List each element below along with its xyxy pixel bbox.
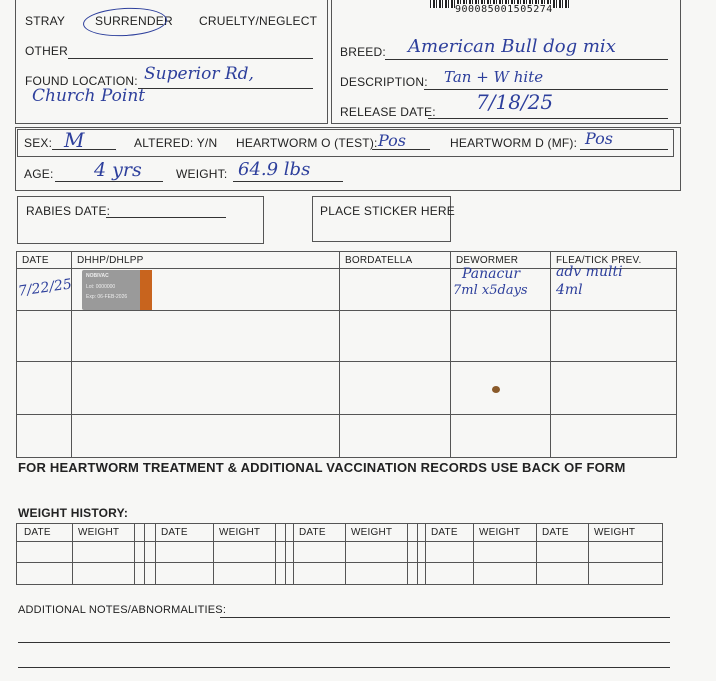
weight-label: WEIGHT: (176, 167, 228, 181)
col-dhhp: DHHP/DHLPP (77, 255, 144, 266)
weight-value: 64.9 lbs (238, 159, 311, 180)
wh-weight-3: WEIGHT (351, 527, 393, 538)
description-label: DESCRIPTION: (340, 75, 428, 89)
description-value: Tan + W hite (444, 68, 544, 86)
dewormer-line2: 7ml x5days (453, 283, 528, 298)
rabies-date-label: RABIES DATE: (26, 204, 111, 218)
breed-value: American Bull dog mix (408, 36, 616, 57)
wh-weight-1: WEIGHT (78, 527, 120, 538)
sex-value: M (64, 128, 85, 152)
stain-mark (492, 386, 500, 393)
wh-weight-2: WEIGHT (219, 527, 261, 538)
wh-date-5: DATE (542, 527, 569, 538)
other-option: OTHER (25, 44, 68, 58)
found-location-line1: Superior Rd, (144, 64, 254, 84)
wh-weight-4: WEIGHT (479, 527, 521, 538)
weight-history-title: WEIGHT HISTORY: (18, 506, 129, 520)
altered-label: ALTERED: Y/N (134, 136, 218, 150)
age-value: 4 yrs (94, 159, 142, 181)
hw-d-value: Pos (585, 129, 613, 148)
dewormer-line1: Panacur (462, 266, 521, 282)
cruelty-option: CRUELTY/NEGLECT (199, 14, 318, 28)
wh-weight-5: WEIGHT (594, 527, 636, 538)
vaccine-sticker: NOBIVAC Lot: 0000000 Exp: 06-FEB-2026 (82, 270, 152, 310)
release-date-label: RELEASE DATE: (340, 105, 436, 119)
wh-date-4: DATE (431, 527, 458, 538)
found-location-line2: Church Point (32, 86, 146, 106)
back-of-form-notice: FOR HEARTWORM TREATMENT & ADDITIONAL VACCINATION RECORDS USE BACK OF FORM (18, 460, 626, 475)
wh-date-2: DATE (161, 527, 188, 538)
hw-d-label: HEARTWORM D (MF): (450, 136, 578, 150)
stray-option: STRAY (25, 14, 66, 28)
vacc-date-value: 7/22/25 (17, 276, 73, 300)
col-bordatella: BORDATELLA (345, 255, 413, 266)
col-date: DATE (22, 255, 49, 266)
notes-label: ADDITIONAL NOTES/ABNORMALITIES: (18, 604, 227, 616)
wh-date-1: DATE (24, 527, 51, 538)
release-date-value: 7/18/25 (476, 90, 554, 114)
surrender-option: SURRENDER (95, 14, 173, 28)
breed-label: BREED: (340, 45, 386, 59)
place-sticker-box (312, 196, 451, 242)
place-sticker-label: PLACE STICKER HERE (320, 204, 455, 218)
flea-line1: adv multi (556, 264, 623, 280)
wh-date-3: DATE (299, 527, 326, 538)
found-location-label: FOUND LOCATION: (25, 74, 138, 88)
col-flea-tick: FLEA/TICK PREV. (556, 255, 642, 266)
col-dewormer: DEWORMER (456, 255, 519, 266)
age-label: AGE: (24, 167, 54, 181)
sex-label: SEX: (24, 136, 53, 150)
barcode-number: 900085001505274 (455, 4, 553, 15)
flea-line2: 4ml (556, 282, 583, 298)
hw-o-value: Pos (378, 131, 406, 150)
hw-o-label: HEARTWORM O (TEST): (236, 136, 378, 150)
